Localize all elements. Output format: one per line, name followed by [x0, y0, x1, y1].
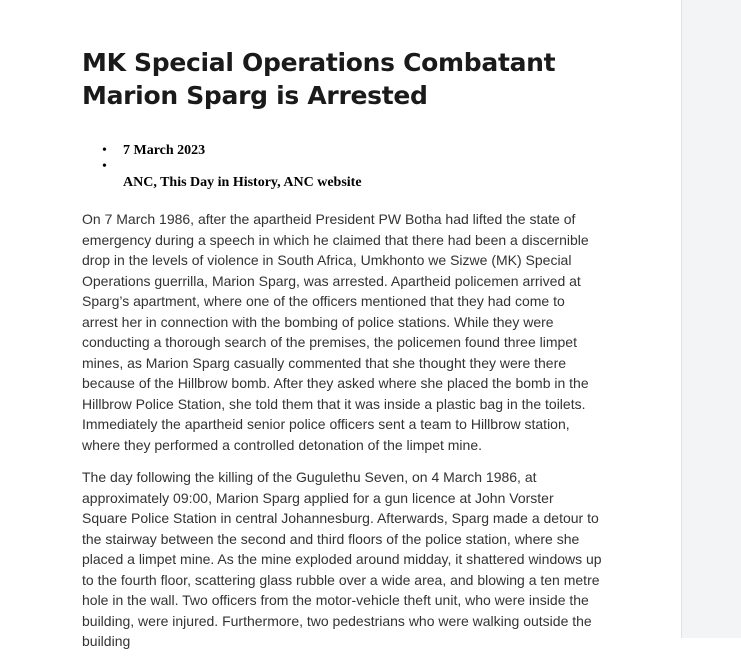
- article-title: MK Special Operations Combatant Marion Sparg is Arrested: [82, 48, 556, 110]
- article-body: [82, 209, 602, 664]
- side-panel: [681, 0, 741, 638]
- meta-bullet-empty: [82, 159, 602, 175]
- article-source: ANC, This Day in History, ANC website: [123, 175, 362, 190]
- article-date: • 7 March 2023: [82, 143, 602, 159]
- article-paragraph: The day following the killing of the Gugulethu Seven, on 4 March 1986, at approximately 09:00, Marion Sparg applied for a gun licence at John Vorster Square Police Station in central Johannesburg. Afterwards, Sparg made a detour to the stairway between the second and third floors of the police station, where she placed a limpet mine. As the mine exploded around midday, it shattered windows up to the fourth floor, scattering glass rubble over a wide area, and blowing a ten metre hole in the wall. Two officers from the motor-vehicle theft unit, who were inside the building, were injured. Furthermore, two pedestrians who were walking outside the building: [82, 469, 602, 649]
- article-meta-list: [82, 143, 602, 191]
- article-paragraph: On 7 March 1986, after the apartheid President PW Botha had lifted the state of emergency during a speech in which he claimed that there had been a discernible drop in the levels of violence in South Africa, Umkhonto we Sizwe (MK) Special Operations guerrilla, Marion Sparg, was arrested. Apartheid policemen arrived at Sparg’s apartment, where one of the officers mentioned that they had come to arrest her in connection with the bombing of police stations. While they were conducting a thorough search of the premises, the policemen found three limpet mines, as Marion Sparg casually commented that she thought they were there because of the Hillbrow bomb. After they asked where she placed the bomb in the Hillbrow Police Station, she told them that it was inside a plastic bag in the toilets. Immediately the apartheid senior police officers sent a team to Hillbrow station, where they performed a controlled detonation of the limpet mine.: [82, 211, 589, 453]
